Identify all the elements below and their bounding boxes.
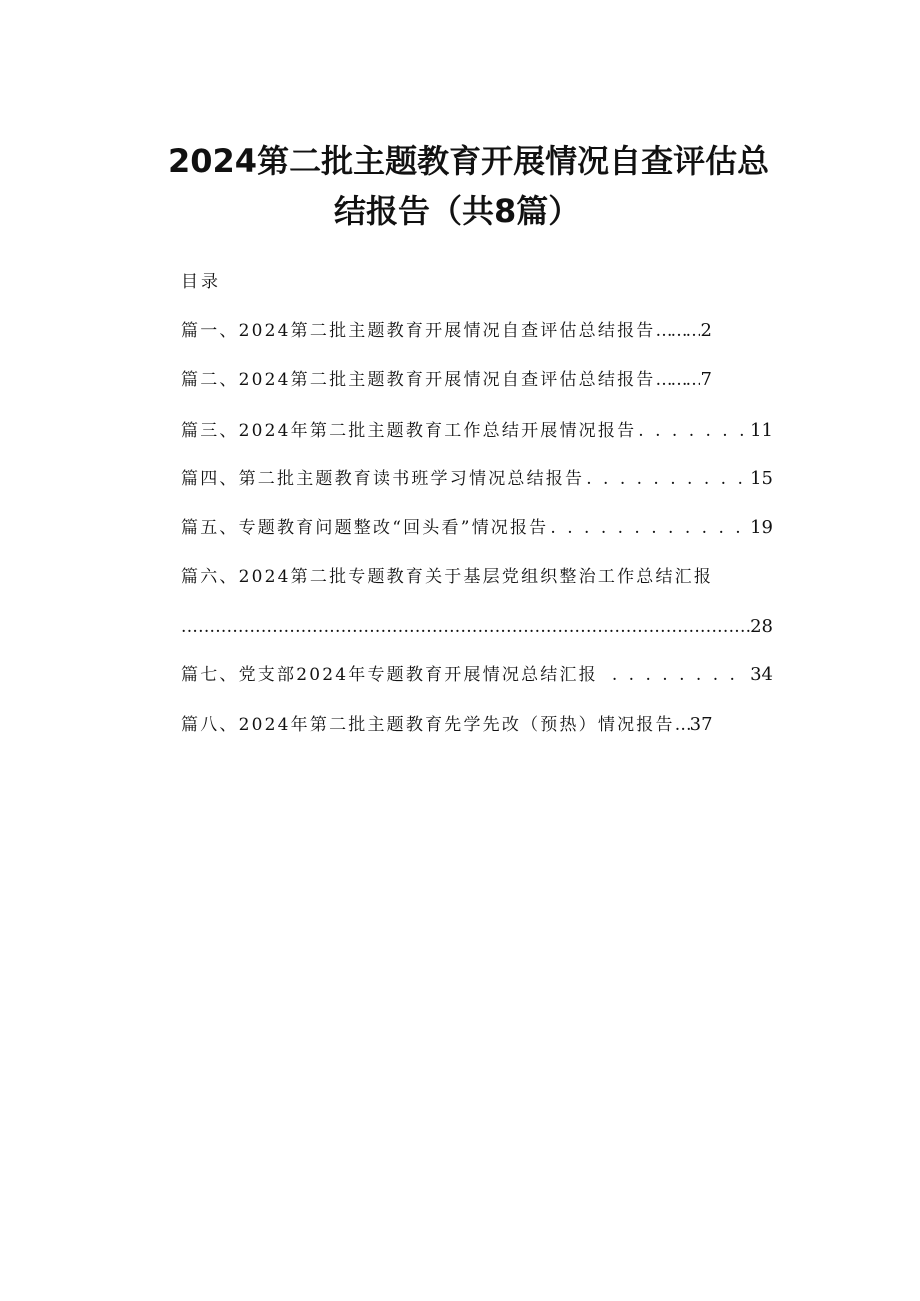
toc-entry-page: 19: [750, 517, 773, 538]
toc-entry-label: 篇六、2024第二批专题教育关于基层党组织整治工作总结汇报: [181, 567, 714, 587]
toc-entry-leader: [675, 712, 690, 738]
toc-entry-6[interactable]: [181, 564, 773, 590]
toc-entry-label: 篇七、党支部2024年专题教育开展情况总结汇报: [181, 665, 598, 685]
toc-entry-page: 37: [689, 714, 713, 735]
toc-entry-label: 篇五、专题教育问题整改“回头看”情况报告: [181, 518, 549, 538]
toc-leader-dots: …: [674, 715, 690, 735]
toc-entry-3[interactable]: [181, 418, 773, 444]
toc-entry-page: 11: [750, 420, 773, 441]
toc-entry-label: 篇四、第二批主题教育读书班学习情况总结报告: [181, 469, 585, 489]
toc-entry-page: 15: [750, 468, 773, 489]
title-line-1: 2024第二批主题教育开展情况自查评估总: [168, 142, 770, 180]
toc-leader-dots: ………: [655, 321, 701, 341]
toc-heading: 目录: [181, 272, 221, 292]
toc-entry-leader: [655, 367, 700, 393]
toc-entry-label: 篇一、2024第二批主题教育开展情况自查评估总结报告: [181, 321, 656, 341]
toc-entry-label: 篇八、2024年第二批主题教育先学先改（预热）情况报告: [181, 715, 675, 735]
toc-entry-page: 7: [700, 369, 712, 390]
toc-entry-leader: [638, 418, 748, 444]
toc-entry-leader: [612, 662, 748, 688]
toc-entry-2[interactable]: [181, 367, 773, 393]
toc-entry-page: 28: [750, 616, 773, 637]
toc-entry-8[interactable]: [181, 712, 773, 738]
toc-entry-4[interactable]: [181, 466, 773, 492]
toc-entry-leader: [550, 515, 748, 541]
toc-entry-page: 34: [750, 664, 773, 685]
toc-entry-5[interactable]: [181, 515, 773, 541]
document-title: [150, 136, 790, 236]
toc-entry-6-continuation[interactable]: [181, 614, 773, 640]
toc-entry-leader: [181, 614, 750, 640]
toc-entry-leader: [655, 318, 700, 344]
toc-entry-1[interactable]: [181, 318, 773, 344]
toc-leader-dots: ………: [655, 370, 701, 390]
toc-entry-leader: [586, 466, 748, 492]
toc-entry-label: 篇三、2024年第二批主题教育工作总结开展情况报告: [181, 421, 637, 441]
title-line-2: 结报告（共8篇）: [334, 192, 581, 230]
toc-entry-7[interactable]: [181, 662, 773, 688]
toc-entry-page: 2: [700, 320, 712, 341]
toc-entry-label: 篇二、2024第二批主题教育开展情况自查评估总结报告: [181, 370, 656, 390]
